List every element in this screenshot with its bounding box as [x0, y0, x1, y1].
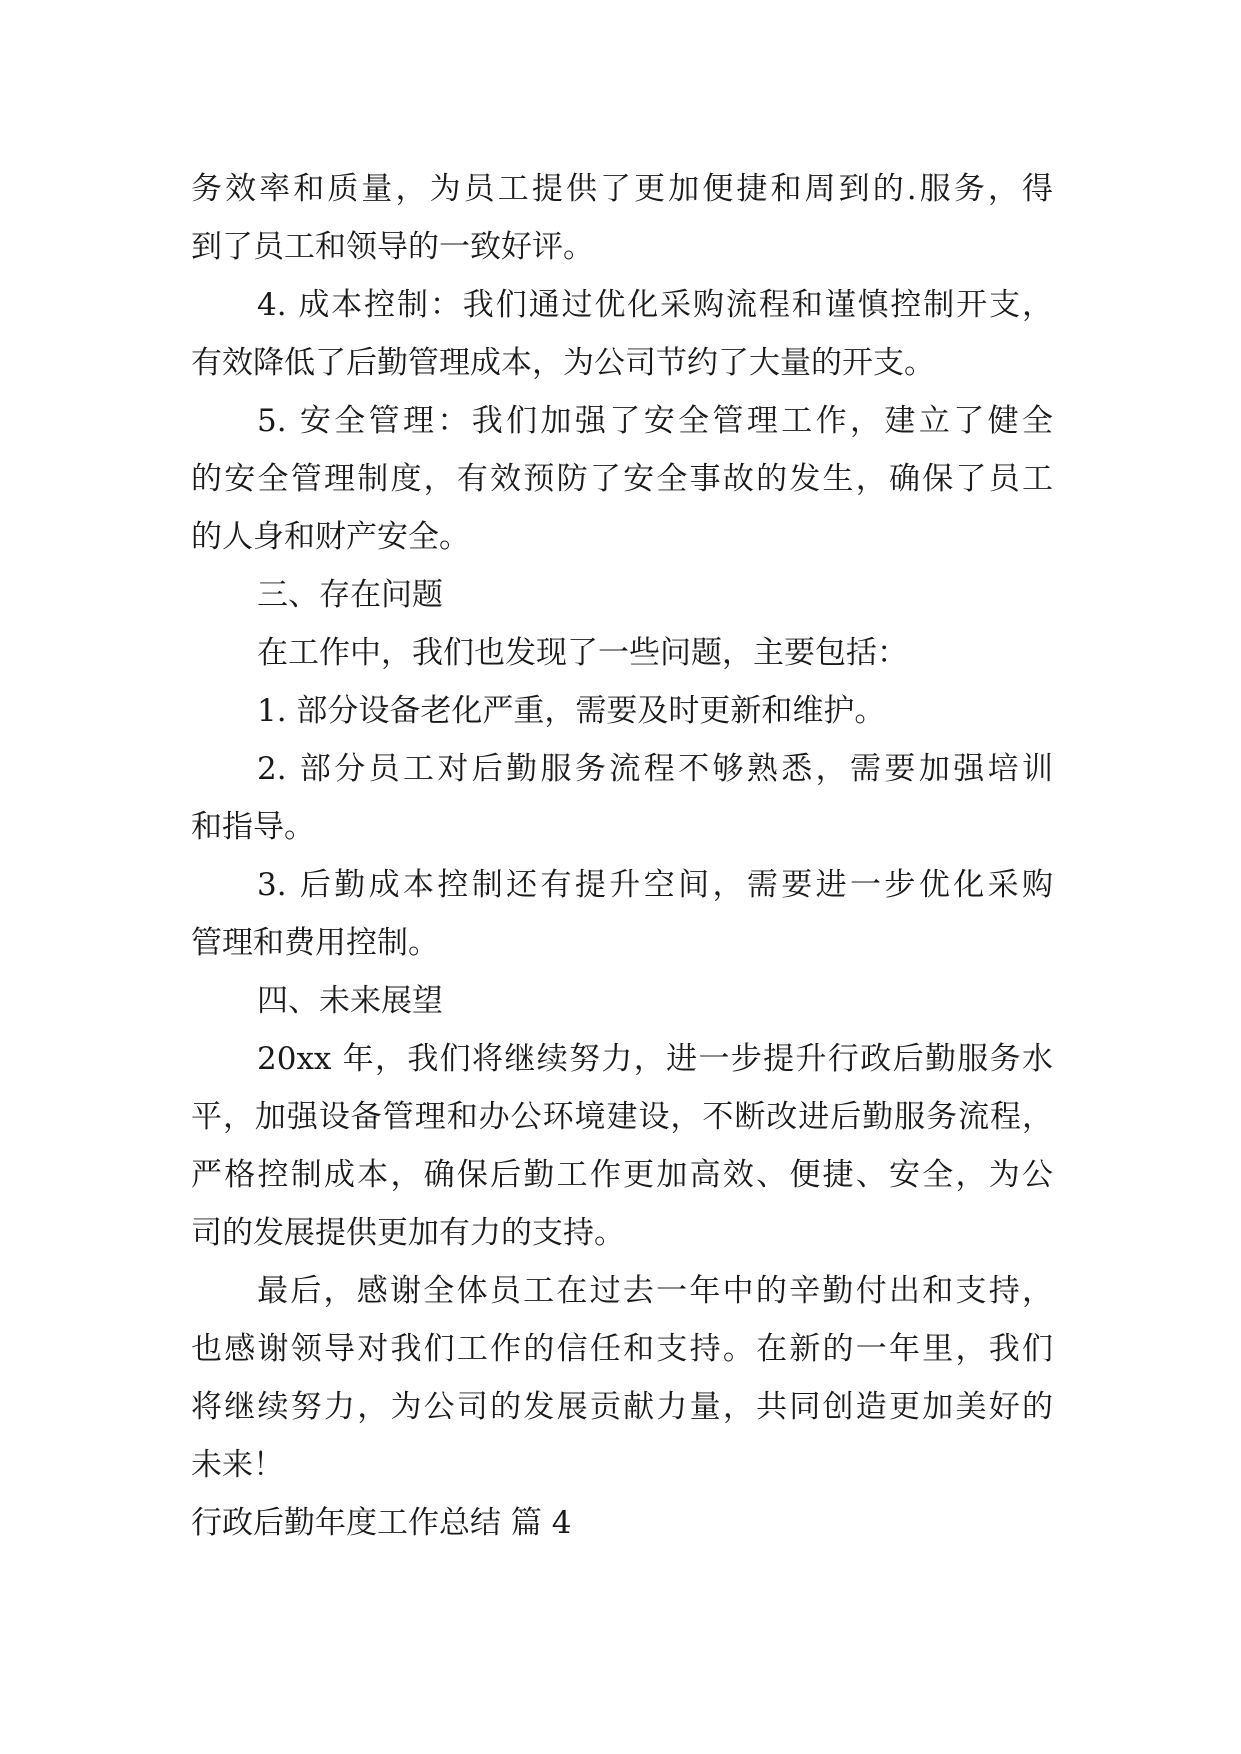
- list-item-problem-3: 3. 后勤成本控制还有提升空间，需要进一步优化采购: [257, 867, 1053, 903]
- next-section-title: 行政后勤年度工作总结 篇 4: [191, 1505, 572, 1541]
- paragraph-line: 将继续努力，为公司的发展贡献力量，共同创造更加美好的: [191, 1389, 1053, 1425]
- list-item-problem-2: 2. 部分员工对后勤服务流程不够熟悉，需要加强培训: [257, 751, 1053, 787]
- list-item-cost-control: 4. 成本控制：我们通过优化采购流程和谨慎控制开支，: [257, 287, 1053, 323]
- paragraph-line: 也感谢领导对我们工作的信任和支持。在新的一年里，我们: [191, 1331, 1053, 1367]
- paragraph-line: 最后，感谢全体员工在过去一年中的辛勤付出和支持，: [257, 1273, 1053, 1309]
- list-item-problem-1: 1. 部分设备老化严重，需要及时更新和维护。: [257, 693, 886, 729]
- paragraph-line: 司的发展提供更加有力的支持。: [191, 1215, 625, 1251]
- paragraph-line: 平，加强设备管理和办公环境建设，不断改进后勤服务流程，: [191, 1099, 1053, 1135]
- paragraph-line: 未来！: [191, 1447, 284, 1483]
- paragraph-line: 在工作中，我们也发现了一些问题，主要包括：: [257, 635, 908, 671]
- paragraph-line: 的安全管理制度，有效预防了安全事故的发生，确保了员工: [191, 461, 1053, 497]
- paragraph-line: 20xx 年，我们将继续努力，进一步提升行政后勤服务水: [257, 1041, 1053, 1077]
- paragraph-line: 有效降低了后勤管理成本，为公司节约了大量的开支。: [191, 345, 935, 381]
- paragraph-line: 严格控制成本，确保后勤工作更加高效、便捷、安全，为公: [191, 1157, 1053, 1193]
- section-heading-outlook: 四、未来展望: [257, 983, 443, 1019]
- paragraph-line: 务效率和质量，为员工提供了更加便捷和周到的.服务，得: [191, 171, 1053, 207]
- section-heading-problems: 三、存在问题: [257, 577, 443, 613]
- paragraph-line: 管理和费用控制。: [191, 925, 439, 961]
- paragraph-line: 到了员工和领导的一致好评。: [191, 229, 594, 265]
- paragraph-line: 和指导。: [191, 809, 315, 845]
- list-item-safety-management: 5. 安全管理：我们加强了安全管理工作，建立了健全: [257, 403, 1053, 439]
- document-body: [191, 160, 1053, 1552]
- paragraph-line: 的人身和财产安全。: [191, 519, 470, 555]
